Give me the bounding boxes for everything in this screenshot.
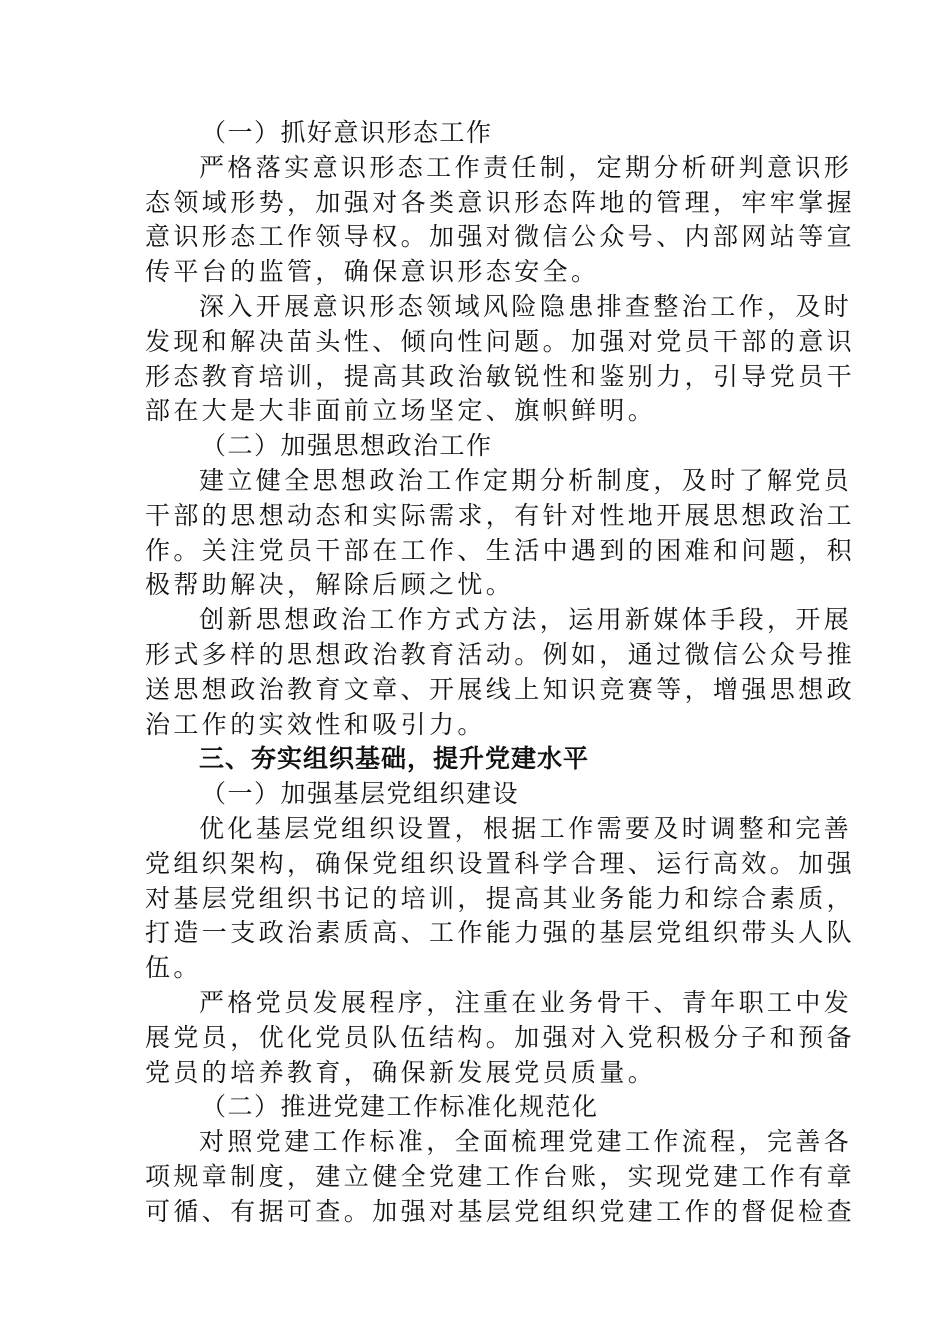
paragraph-line: 展党员，优化党员队伍结构。加强对入党积极分子和预备	[145, 1022, 856, 1052]
paragraph-line: 严格党员发展程序，注重在业务骨干、青年职工中发	[199, 987, 853, 1017]
paragraph-line: 严格落实意识形态工作责任制，定期分析研判意识形	[199, 152, 853, 182]
paragraph	[145, 986, 856, 1090]
paragraph	[145, 1125, 856, 1229]
document-body	[145, 116, 856, 1230]
sub-heading-line: （二）推进党建工作标准化规范化	[201, 1092, 599, 1122]
section-heading-line: 三、夯实组织基础，提升党建水平	[199, 744, 590, 774]
paragraph	[145, 603, 856, 742]
sub-heading-line: （一）抓好意识形态工作	[201, 118, 493, 147]
paragraph-line: 可循、有据可查。加强对基层党组织党建工作的督促检查	[145, 1196, 856, 1226]
paragraph-line: 项规章制度，建立健全党建工作台账，实现党建工作有章	[145, 1161, 856, 1191]
paragraph-line: 建立健全思想政治工作定期分析制度，及时了解党员	[199, 465, 853, 495]
paragraph-line: 治工作的实效性和吸引力。	[145, 709, 486, 739]
paragraph	[145, 812, 856, 986]
paragraph	[145, 290, 856, 429]
paragraph-line: 送思想政治教育文章、开展线上知识竞赛等，增强思想政	[145, 674, 856, 704]
paragraph-line: 意识形态工作领导权。加强对微信公众号、内部网站等宣	[145, 222, 856, 252]
paragraph-line: 干部的思想动态和实际需求，有针对性地开展思想政治工	[145, 500, 856, 530]
paragraph-line: 作。关注党员干部在工作、生活中遇到的困难和问题，积	[145, 535, 856, 565]
paragraph-line: 态领域形势，加强对各类意识形态阵地的管理，牢牢掌握	[145, 187, 856, 217]
paragraph-line: 优化基层党组织设置，根据工作需要及时调整和完善	[199, 813, 853, 843]
sub-heading	[145, 429, 805, 464]
paragraph	[145, 151, 856, 290]
sub-heading	[145, 777, 805, 812]
paragraph-line: 党员的培养教育，确保新发展党员质量。	[145, 1057, 657, 1087]
paragraph-line: 部在大是大非面前立场坚定、旗帜鲜明。	[145, 396, 657, 426]
sub-heading	[145, 116, 805, 151]
paragraph-line: 伍。	[145, 953, 202, 983]
paragraph-line: 创新思想政治工作方式方法，运用新媒体手段，开展	[199, 605, 853, 635]
section-heading	[145, 742, 805, 777]
paragraph-line: 深入开展意识形态领域风险隐患排查整治工作，及时	[199, 291, 853, 321]
sub-heading	[145, 1090, 805, 1125]
paragraph-line: 形式多样的思想政治教育活动。例如，通过微信公众号推	[145, 639, 856, 669]
sub-heading-line: （二）加强思想政治工作	[201, 431, 493, 461]
paragraph-line: 对基层党组织书记的培训，提高其业务能力和综合素质，	[145, 883, 856, 913]
paragraph-line: 发现和解决苗头性、倾向性问题。加强对党员干部的意识	[145, 326, 856, 356]
paragraph	[145, 464, 856, 603]
paragraph-line: 党组织架构，确保党组织设置科学合理、运行高效。加强	[145, 848, 856, 878]
paragraph-line: 传平台的监管，确保意识形态安全。	[145, 257, 600, 287]
paragraph-line: 对照党建工作标准，全面梳理党建工作流程，完善各	[199, 1127, 853, 1157]
sub-heading-line: （一）加强基层党组织建设	[201, 779, 520, 809]
paragraph-line: 形态教育培训，提高其政治敏锐性和鉴别力，引导党员干	[145, 361, 856, 391]
paragraph-line: 极帮助解决，解除后顾之忧。	[145, 570, 515, 600]
paragraph-line: 打造一支政治素质高、工作能力强的基层党组织带头人队	[145, 918, 856, 948]
